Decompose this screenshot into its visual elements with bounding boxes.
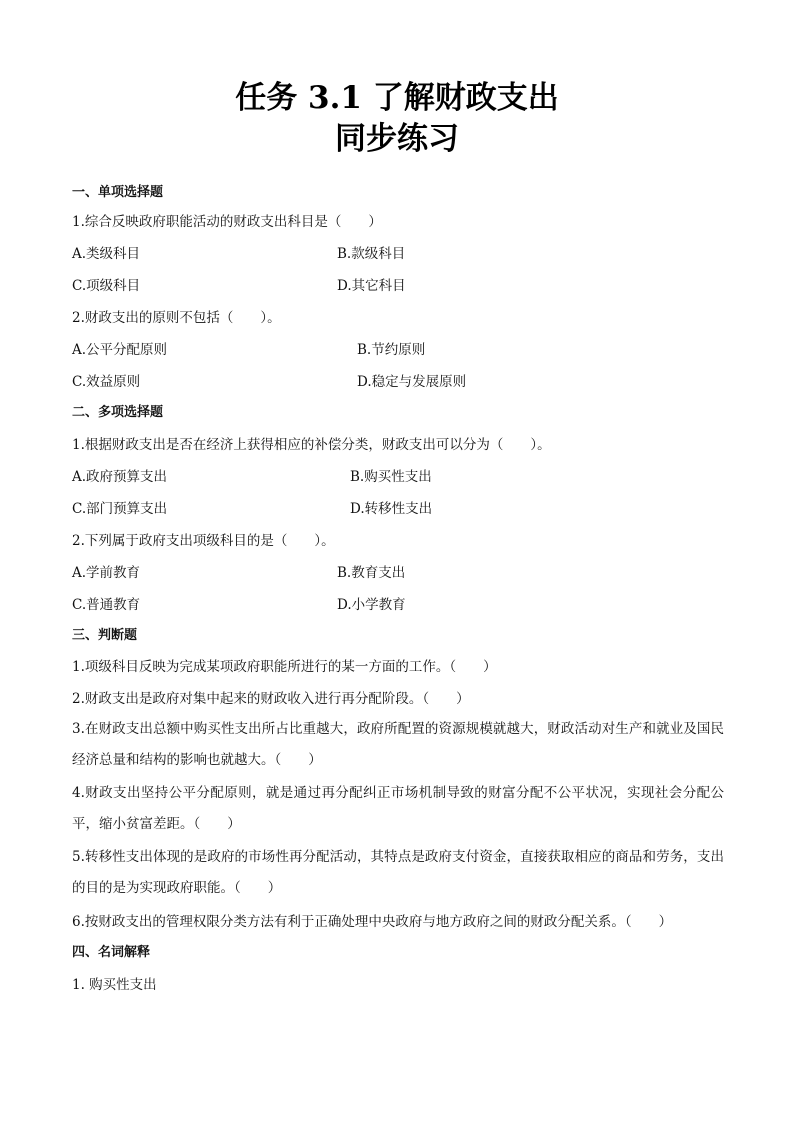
single-q1-option-d: D.其它科目 xyxy=(337,278,406,294)
title-line-1: 任务 3.1 了解财政支出 xyxy=(235,80,559,116)
judge-item-2: 2.财政支出是政府对集中起来的财政收入进行再分配阶段。（ ） xyxy=(72,691,470,707)
multi-q2-option-a: A.学前教育 xyxy=(72,565,141,581)
single-q2-option-a: A.公平分配原则 xyxy=(72,342,168,358)
term-item-1: 1. 购买性支出 xyxy=(72,977,157,993)
section-heading-multiple-choice: 二、多项选择题 xyxy=(72,405,164,420)
multi-q2-option-c: C.普通教育 xyxy=(72,597,141,613)
single-q1-option-c: C.项级科目 xyxy=(72,278,141,294)
judge-item-3: 3.在财政支出总额中购买性支出所占比重越大，政府所配置的资源规模就越大，财政活动对生产和就业及国民经济总量和结构的影响也就越大。（ ） xyxy=(72,721,724,768)
multi-q2-option-d: D.小学教育 xyxy=(337,597,406,613)
judge-item-4: 4.财政支出坚持公平分配原则，就是通过再分配纠正市场机制导致的财富分配不公平状况，实现社会分配公平，缩小贫富差距。（ ） xyxy=(72,785,724,832)
multi-q1-option-a: A.政府预算支出 xyxy=(72,469,168,485)
multi-q2-text: 2.下列属于政府支出项级科目的是（ ）。 xyxy=(72,533,335,549)
multi-q1-text: 1.根据财政支出是否在经济上获得相应的补偿分类，财政支出可以分为（ ）。 xyxy=(72,437,551,453)
single-q2-option-c: C.效益原则 xyxy=(72,374,141,390)
section-heading-terms: 四、名词解释 xyxy=(72,945,151,960)
judge-item-5: 5.转移性支出体现的是政府的市场性再分配活动，其特点是政府支付资金，直接获取相应的商品和劳务，支出的目的是为实现政府职能。（ ） xyxy=(72,849,724,896)
section-heading-single-choice: 一、单项选择题 xyxy=(72,185,164,200)
single-q2-text: 2.财政支出的原则不包括（ ）。 xyxy=(72,310,281,326)
multi-q1-option-b: B.购买性支出 xyxy=(350,469,432,485)
single-q1-option-a: A.类级科目 xyxy=(72,246,141,262)
single-q2-option-d: D.稳定与发展原则 xyxy=(357,374,467,390)
multi-q1-option-c: C.部门预算支出 xyxy=(72,501,168,517)
multi-q1-option-d: D.转移性支出 xyxy=(350,501,433,517)
single-q2-option-b: B.节约原则 xyxy=(357,342,426,358)
section-heading-judgement: 三、判断题 xyxy=(72,628,138,643)
single-q1-text: 1.综合反映政府职能活动的财政支出科目是（ ） xyxy=(72,214,382,230)
judge-item-6: 6.按财政支出的管理权限分类方法有利于正确处理中央政府与地方政府之间的财政分配关系。（ ） xyxy=(72,914,673,930)
title-line-2: 同步练习 xyxy=(335,121,459,157)
judge-item-1: 1.项级科目反映为完成某项政府职能所进行的某一方面的工作。（ ） xyxy=(72,659,497,675)
multi-q2-option-b: B.教育支出 xyxy=(337,565,406,581)
single-q1-option-b: B.款级科目 xyxy=(337,246,406,262)
